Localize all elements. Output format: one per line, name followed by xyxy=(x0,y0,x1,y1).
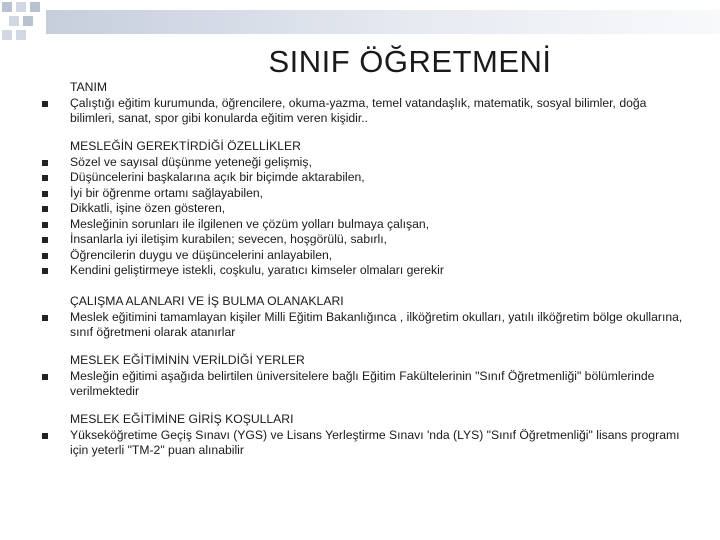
section-heading: MESLEK EĞİTİMİNE GİRİŞ KOŞULLARI xyxy=(70,412,294,426)
list-item-text: Mesleğinin sorunları ile ilgilenen ve çözüm yolları bulmaya çalışan, xyxy=(70,216,430,231)
list-item xyxy=(34,170,694,186)
list-item-text: İyi bir öğrenme ortamı sağlayabilen, xyxy=(70,185,264,200)
list-item xyxy=(34,428,694,459)
list-item-text: Dikkatli, işine özen gösteren, xyxy=(70,201,226,215)
bullet-icon xyxy=(42,160,48,166)
bullet-icon xyxy=(42,253,48,259)
list-item-text: Kendini geliştirmeye istekli, coşkulu, yaratıcı kimseler olmaları gerekir xyxy=(70,263,444,277)
list-item-text: Mesleğin eğitimi aşağıda belirtilen üniversitelere bağlı Eğitim Fakültelerinin "Sınıf Öğretmenliği" bölümlerinde verilmektedir xyxy=(70,368,655,398)
list-item xyxy=(34,217,694,233)
list-item xyxy=(34,96,694,127)
bullet-icon xyxy=(42,433,48,439)
corner-decoration xyxy=(0,0,720,48)
bullet-icon xyxy=(42,374,48,380)
bullet-icon xyxy=(42,175,48,181)
list-item xyxy=(34,186,694,202)
list-item xyxy=(34,369,694,400)
section-entry-conditions xyxy=(34,412,694,459)
list-item-text: Düşüncelerini başkalarına açık bir biçimde aktarabilen, xyxy=(70,170,365,184)
list-item xyxy=(34,248,694,264)
slide-title: SINIF ÖĞRETMENİ xyxy=(268,44,552,79)
list-item-text: Meslek eğitimini tamamlayan kişiler Milli Eğitim Bakanlığınca , ilköğretim okulları, yatılı ilköğretim bölge okullarına, sınıf öğretmeni olarak atanırlar xyxy=(70,309,683,339)
section-heading: TANIM xyxy=(70,80,108,94)
list-item-text: Yükseköğretime Geçiş Sınavı (YGS) ve Lisans Yerleştirme Sınavı 'nda (LYS) "Sınıf Öğretmenliği" lisans programı için yeterli "TM-2" puan alınabilir xyxy=(70,427,680,457)
list-item xyxy=(34,310,694,341)
list-item xyxy=(34,155,694,171)
bullet-icon xyxy=(42,191,48,197)
list-item xyxy=(34,263,694,279)
section-definition xyxy=(34,80,694,127)
list-item-text: İnsanlarla iyi iletişim kurabilen; sevecen, hoşgörülü, sabırlı, xyxy=(70,232,388,246)
list-item xyxy=(34,201,694,217)
bullet-icon xyxy=(42,101,48,107)
bullet-icon xyxy=(42,206,48,212)
section-heading: MESLEĞİN GEREKTİRDİĞİ ÖZELLİKLER xyxy=(70,139,301,153)
section-work-areas xyxy=(34,294,694,341)
bullet-icon xyxy=(42,315,48,321)
list-item-text: Öğrencilerin duygu ve düşüncelerini anlayabilen, xyxy=(70,247,333,262)
section-heading: ÇALIŞMA ALANLARI VE İŞ BULMA OLANAKLARI xyxy=(70,294,344,308)
list-item xyxy=(34,232,694,248)
list-item-text: Çalıştığı eğitim kurumunda, öğrencilere, okuma-yazma, temel vatandaşlık, matematik, sosyal bilimler, doğa bilimleri, sanat, spor gibi konularda eğitim veren kişidir.. xyxy=(70,95,647,125)
bullet-icon xyxy=(42,222,48,228)
section-requirements xyxy=(34,139,694,279)
section-education-places xyxy=(34,353,694,400)
bullet-icon xyxy=(42,237,48,243)
bullet-icon xyxy=(42,268,48,274)
section-heading: MESLEK EĞİTİMİNİN VERİLDİĞİ YERLER xyxy=(70,353,305,367)
list-item-text: Sözel ve sayısal düşünme yeteneği gelişmiş, xyxy=(70,154,312,169)
